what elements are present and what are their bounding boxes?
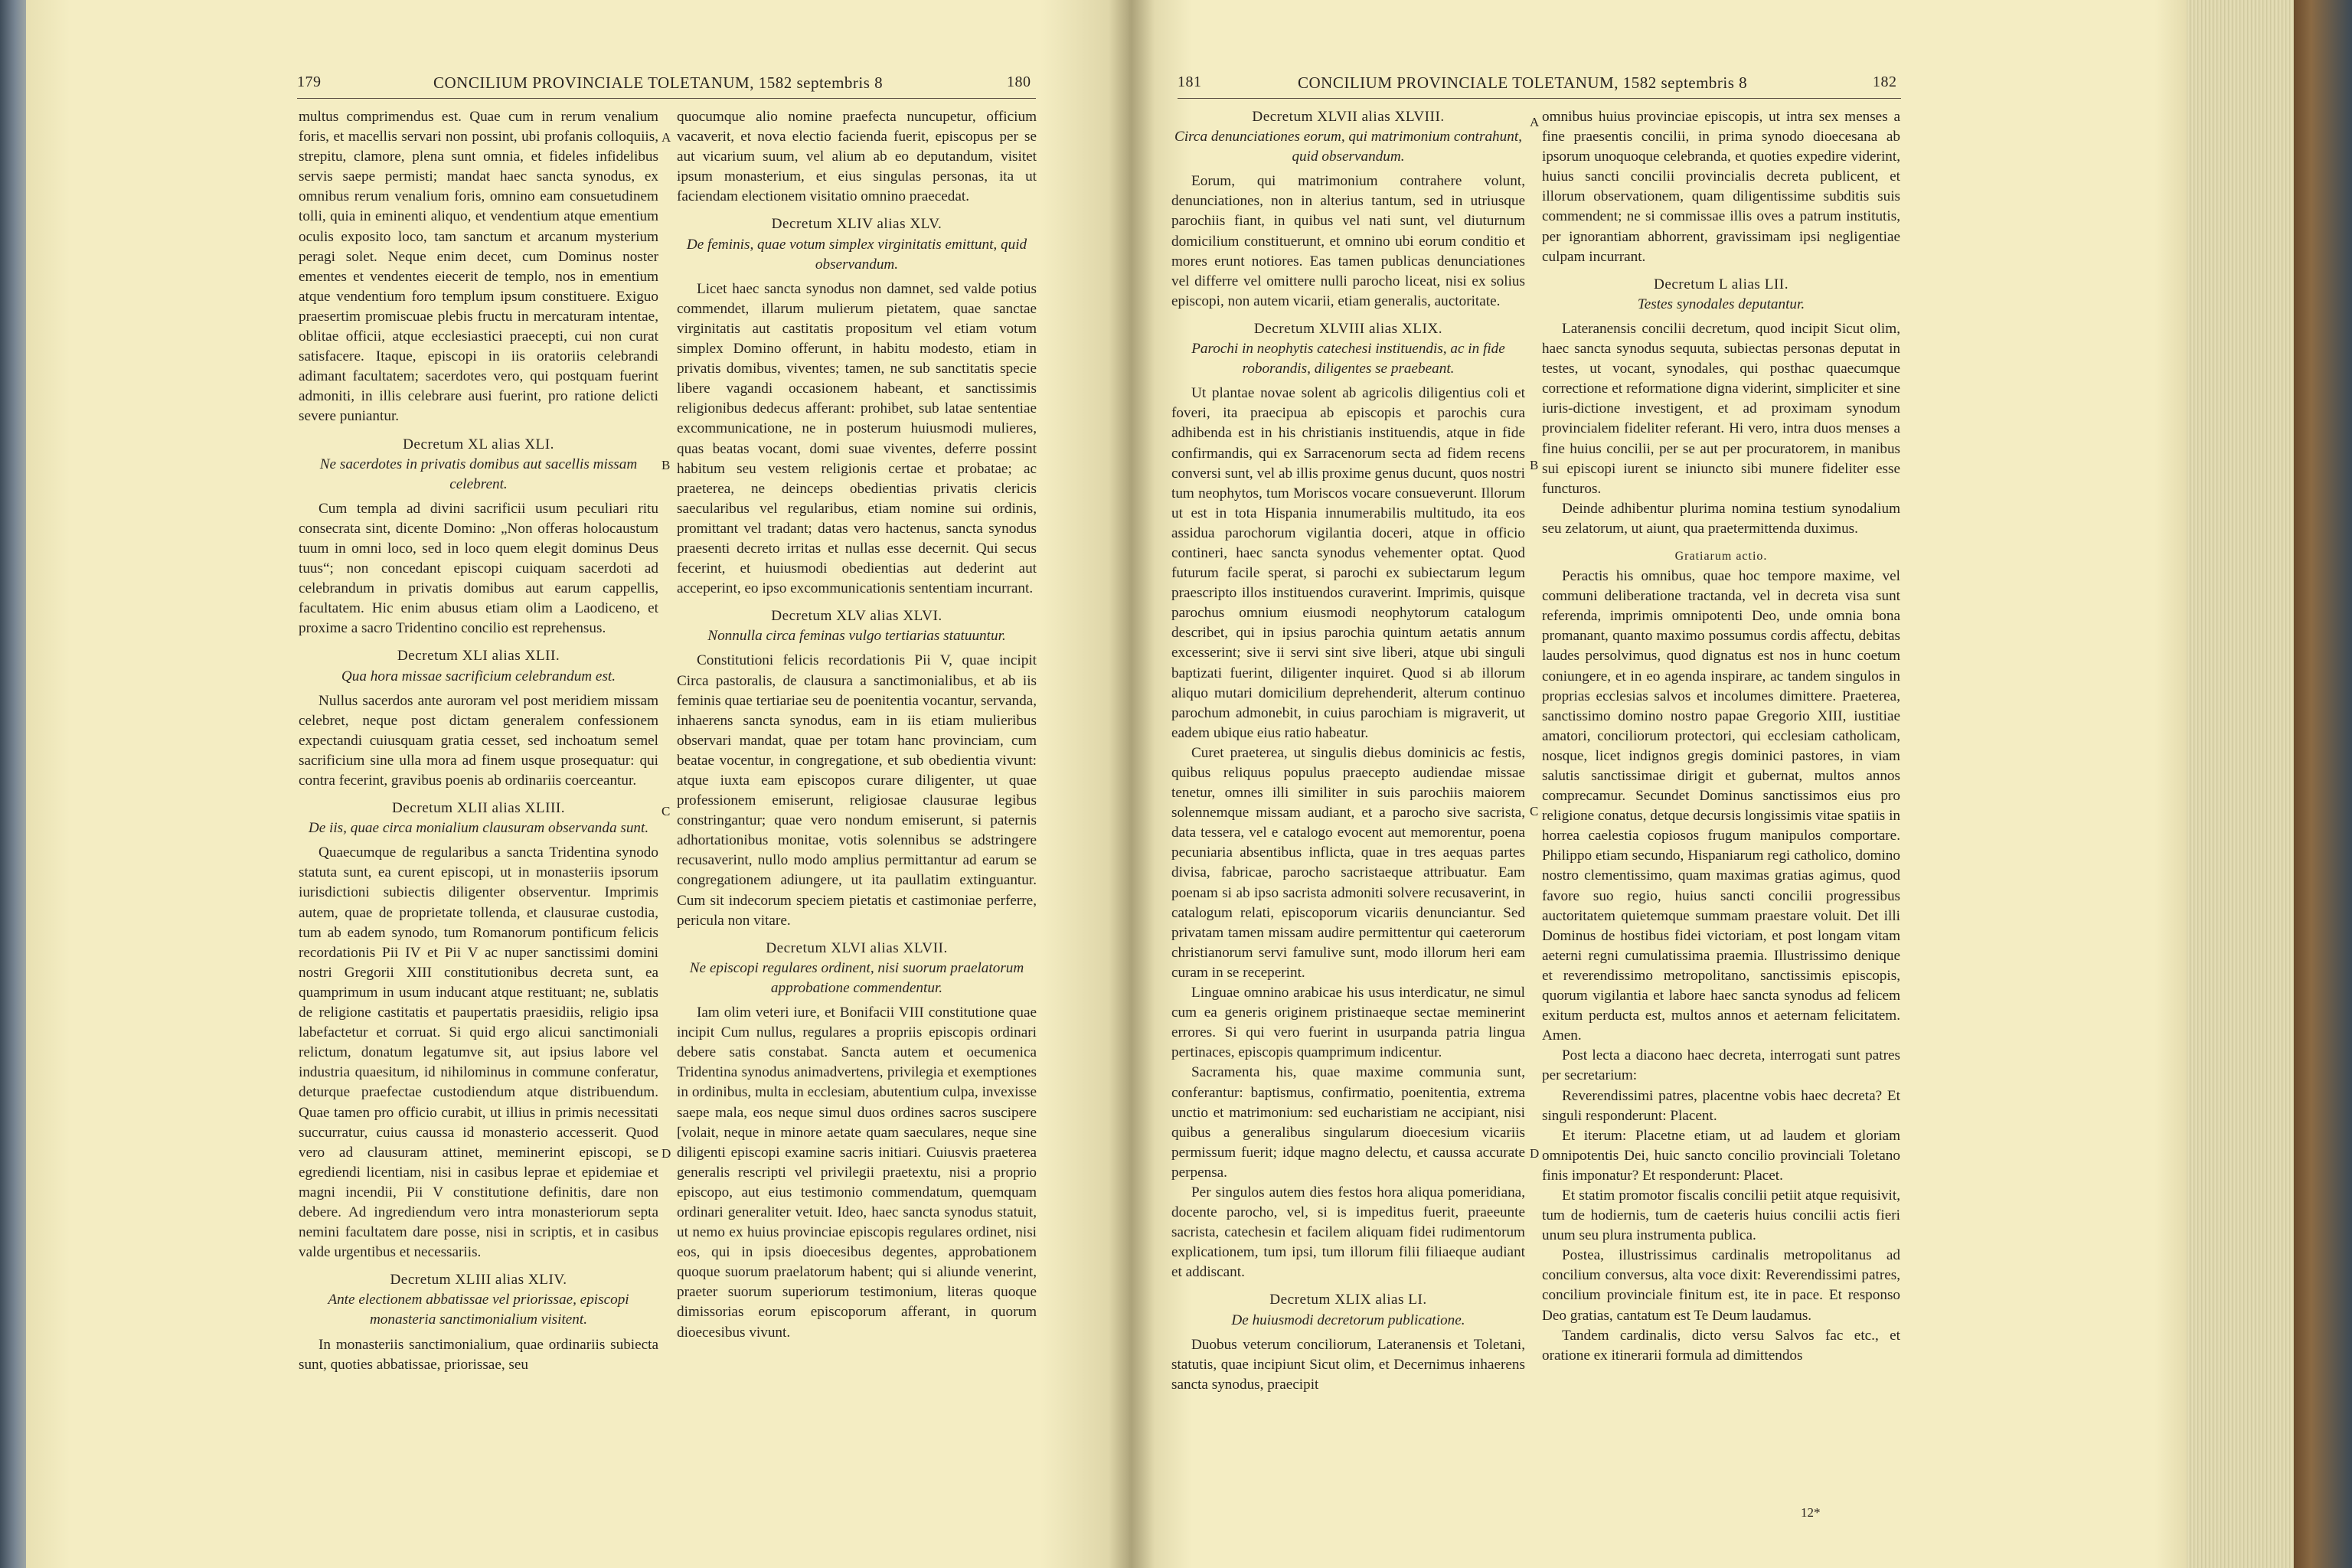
paragraph: Postea, illustrissimus cardinalis metropolitanus ad concilium conversus, alta voce dixit: Reverendissimi patres, concilium provinciale finitum est, ite in pace. Et responso Deo gratias, cantatum est Te Deum laudamus. — [1542, 1247, 1900, 1324]
decree-title: Testes synodales deputantur. — [1637, 296, 1805, 312]
right-header-rule — [1178, 98, 1901, 99]
page-number-180: 180 — [1007, 74, 1031, 90]
paragraph: Per singulos autem dies festos hora aliqua pomeridiana, docente parocho, vel, si is impeditus fuerit, praeeunte sacrista, catechesin et facilem aliquam fidei rudimentorum explicationem, tum ipsi, tum illorum filii filiaeque audiant et addiscant. — [1171, 1184, 1525, 1281]
book-gutter — [1109, 0, 1155, 1568]
margin-marker-a: A — [662, 130, 671, 145]
column-2 — [677, 107, 1037, 1343]
decree-title: Circa denunciationes eorum, qui matrimonium contrahunt, quid observandum. — [1174, 129, 1522, 165]
paragraph: Curet praeterea, ut singulis diebus dominicis ac festis, quibus reliquus populus praecepto audiendae missae tenetur, omnes illi similiter in suis parochiis maiorem solennemque missam audiant, et a parocho sive sacrista, data tessera, vel e catalogo evocent aut memorentur, poena pecuniaria absentibus inflicta, quae in tres aequas partes divisa, fabricae, parocho sacristaeque attribuatur. Eam poenam si ab ipso sacrista admoniti solvere recusaverint, in catalogum relati, episcoporum vicariis denunciantur. Sed privatam tamen missam audire permittentur qui caeterorum christianorum servi famulive sunt, modo illorum heri eam curam in se receperint. — [1171, 744, 1525, 981]
paragraph: Nullus sacerdos ante auroram vel post meridiem missam celebret, neque post dictam generalem confessionem expectandi cuiusquam gratia cesset, sed inchoatum semel sacrificium sine ulla mora ad finem usque prosequatur: qui contra fecerint, gravibus poenis ab ordinariis coerceantur. — [299, 692, 658, 789]
decree-title: De huiusmodi decretorum publicatione. — [1231, 1312, 1465, 1328]
paragraph: Lateranensis concilii decretum, quod incipit Sicut olim, haec sancta synodus sequuta, subiectas personas deputat in testes, ut vocant, synodales, qui posthac quaecumque correctione et reformatione digna viderint, simpliciter et sine iuris-dictione investigent, et ad proximam synodum provincialem fideliter referant. Hi vero, intra duos menses a fine huius concilii, per se aut per procuratorem, in manibus sui episcopi iurent se iniuncto sibi munere fideliter esse functuros. — [1542, 320, 1900, 497]
section-heading-gratiarum-actio: Gratiarum actio. — [1674, 549, 1768, 563]
paragraph: Peractis his omnibus, quae hoc tempore maxime, vel communi deliberatione tractanda, vel in decreta visa sunt referenda, imprimis omnipotenti Deo, unde omnia bona promanant, quanto maximo possumus cordis affectu, debitas laudes persolvimus, quod dignatus est nos in hunc coetum coniungere, et in eo agenda inspirare, ac tandem singulos in proprias ecclesias salvos et incolumes dimittere. Praeterea, sanctissimo domino nostro papae Gregorio XIII, iustitiae amatori, conciliorum protectori, qui ecclesiam catholicam, nosque, licet indignos gregis dominici pastores, in viam salutis sanctissimae dirigit et gubernat, multos annos comprecamur. Secundet Dominus sanctissimos eius pro religione conatus, detque decursis longissimis vitae spatiis in horrea caelestia copiosos frugum manipulos comportare. Philippo etiam secundo, Hispaniarum regi catholico, domino nostro clementissimo, quam maximas gratias agimus, quod favore suo regio, huius sancti concilii progressibus auctoritatem quietemque summam praestare voluit. Det illi Dominus de hostibus fidei victoriam, et post longam vitam aeterni regni cumulatissima praemia. Illustrissimo denique et reverendissimo metropolitano, sanctissimis episcopis, quorum vigilantia et labore haec sancta synodus ad felicem exitum perducta est, multos annos et aeternam felicitatem. Amen. — [1542, 568, 1900, 1044]
running-title-left: CONCILIUM PROVINCIALE TOLETANUM, 1582 septembris 8 — [433, 74, 884, 92]
decree-heading: Decretum XLVIII alias XLIX. — [1253, 320, 1443, 337]
paragraph: Cum templa ad divini sacrificii usum peculiari ritu consecrata sint, dicente Domino: „Non offeras holocaustum tuum in omni loco, sed in loco quem elegit dominus Deus tuus“; non concedant episcopi cuiquam sacerdoti ad celebrandum in privatis domibus aut earum cappellis, facultatem. Hic enim abusus etiam olim a Laodiceno, et proxime a sacro Tridentino concilio est reprehensus. — [299, 500, 658, 637]
decree-heading: Decretum XL alias XLI. — [403, 436, 554, 452]
decree-heading: Decretum XLVII alias XLVIII. — [1252, 109, 1445, 125]
margin-marker-b: B — [662, 458, 671, 472]
paragraph: Tandem cardinalis, dicto versu Salvos fac etc., et oratione ex itinerarii formula ad dimittendos — [1542, 1327, 1900, 1364]
paragraph: Et statim promotor fiscalis concilii petiit atque requisivit, tum de hodiernis, tum de caeteris huius concilii actis fieri unum seu plura instrumenta publica. — [1542, 1187, 1900, 1244]
running-title-right: CONCILIUM PROVINCIALE TOLETANUM, 1582 septembris 8 — [1298, 74, 1748, 92]
paragraph: Constitutioni felicis recordationis Pii V, quae incipit Circa pastoralis, de clausura a sanctimonialibus, et ab iis feminis quae tertiariae seu de poenitentia vocantur, servanda, inhaerens sancta synodus, eam in iis etiam mulieribus observari mandat, quae per totam hanc provinciam, cum beatae vocentur, in congregatione, et sub obedientia vivunt: atque iuxta eam episcopos curare diligenter, ut quae professionem emiserunt, religiosae clausurae legibus constringantur; quae vero nondum emiserunt, si paternis adhortationibus monitae, votis solennibus se adstringere recusaverint, nullo modo amplius permittantur ad earum se congregationem adiungere, ut ita paullatim extinguantur. Cum sit indecorum speciem pietatis et castimoniae perferre, pericula non vitare. — [677, 652, 1037, 929]
decree-heading: Decretum XLV alias XLVI. — [771, 608, 942, 625]
decree-title: Nonnulla circa feminas vulgo tertiarias statuuntur. — [707, 628, 1006, 645]
paragraph: Deinde adhibentur plurima nomina testium synodalium seu zelatorum, ut aiunt, qua praetermittenda duximus. — [1542, 500, 1900, 537]
decree-title: Ne episcopi regulares ordinent, nisi suorum praelatorum approbatione commendentur. — [689, 959, 1024, 996]
paragraph: Sacramenta his, quae maxime communia sunt, conferantur: baptismus, confirmatio, poenitentia, extrema unctio et matrimonium: sed eucharistiam ne accipiant, nisi quibus a generalibus singularum dioecesium vicariis permissum fuerit; idque magno delectu, et caussa accurate perpensa. — [1171, 1064, 1525, 1181]
paragraph: Ut plantae novae solent ab agricolis diligentius coli et foveri, ita praecipua ab episcopis et parochis cura adhibenda est in his christianis instituendis, atque in fide confirmandis, qui ex Sarracenorum secta ad fidem recens conversi sunt, vel ab illis proxime genus ducunt, quos nostri tum neophytos, tum Moriscos vocare consueverunt. Illorum ut est in tota Hispania innumerabilis multitudo, ita eos assidua parochorum vigilantia doceri, atque in officio contineri, haec sancta synodus vehementer optat. Quod futurum facile sperat, si parochi ex subiectarum legum praescripto illos instituendos curaverint. Imprimis, quisque parochus omnium eiusmodi neophytorum catalogum describet, qui in ipsius parochia quintum aetatis annum excesserint; sive ii servi sint sive liberi, atque ubi singuli baptizati fuerint, diligenter inquiret. Quod si ab illorum aliquo mutari domicilium deprehenderit, alterum continuo parochum admonebit, in cuius parochiam is migraverit, ut eadem ubique eius ratio habeatur. — [1171, 385, 1525, 741]
book-edge-left — [0, 0, 26, 1568]
paragraph: omnibus huius provinciae episcopis, ut intra sex menses a fine praesentis concilii, in prima synodo dioecesana ab ipsorum unoquoque celebranda, et quoties expedire viderint, huius sancti concilii provincialis decreta publicent, et illorum observationem, quam diligentissime subditis suis commendent; ne si commissae illis oves a patrum institutis, per ignorantiam abhorrent, gravissimam ipsi negligentiae culpam incurrant. — [1542, 109, 1900, 265]
decree-title: Ne sacerdotes in privatis domibus aut sacellis missam celebrent. — [319, 456, 638, 492]
page-number-182: 182 — [1873, 74, 1897, 90]
page-stack — [2187, 0, 2294, 1568]
decree-heading: Decretum XLII alias XLIII. — [391, 800, 566, 817]
decree-heading: Decretum XLI alias XLII. — [397, 648, 560, 665]
paragraph: Reverendissimi patres, placentne vobis haec decreta? Et singuli responderunt: Placent. — [1542, 1087, 1900, 1124]
paragraph: Linguae omnino arabicae his usus interdicatur, ne simul cum ea generis originem pristinaeque sectae meminerint errores. Si qui vero fuerint in usurpanda patria lingua pertinaces, episcopis quamprimum indicentur. — [1171, 985, 1525, 1061]
decree-heading: Decretum XLVI alias XLVII. — [766, 939, 948, 956]
margin-marker-d: D — [1530, 1146, 1540, 1161]
paragraph: Duobus veterum conciliorum, Lateranensis et Toletani, statutis, quae incipiunt Sicut olim, et Decernimus inhaerens sancta synodus, praecipit — [1171, 1336, 1525, 1393]
signature-mark: 12* — [1801, 1505, 1821, 1520]
decree-title: Qua hora missae sacrificium celebrandum est. — [341, 668, 616, 684]
paragraph: Post lecta a diacono haec decreta, interrogati sunt patres per secretarium: — [1542, 1047, 1900, 1084]
paragraph: Iam olim veteri iure, et Bonifacii VIII constitutione quae incipit Cum nullus, regulares a propriis episcopis ordinari debere satis constabat. Sancta autem et oecumenica Tridentina synodus animadvertens, privilegia et exemptiones in ordinibus, multa in ecclesiam, abutentium culpa, invexisse saepe mala, eos neque simul duos ordines sacros suscipere [volait, neque in minore aetate quam saeculares, neque sine diligenti episcopi examine sacris initiari. Cuiusvis praeterea generalis rescripti vel privilegii praetextu, nisi a proprio episcopo, aut eius testimonio commendatum, quemquam ordinari generaliter vetuit. Ideo, haec sancta synodus statuit, ut nemo ex huius provinciae episcopis regulares ordinet, nisi eos, qui in ipsis dioecesibus degentes, approbationem quoque suorum praelatorum habent; qui si aliunde venerint, praeter suorum superiorum testimonium, literas quoque dimissorias eorum episcoporum afferant, in quorum dioecesibus vivunt. — [677, 1004, 1037, 1341]
book-cover-edge — [2294, 0, 2352, 1568]
paragraph: Eorum, qui matrimonium contrahere volunt, denunciationes, non in alterius tantum, sed in utriusque parochiis fiant, in quibus vel nati sunt, vel diuturnum domicilium constituerunt, et omnino ubi eorum conditio et mores erunt notiores. Eas tamen publicas denunciationes vel differre vel omittere nulli parocho liceat, nisi ex solius episcopi, non autem vicarii, etiam generalis, auctoritate. — [1171, 173, 1525, 309]
paragraph: Licet haec sancta synodus non damnet, sed valde potius commendet, illarum mulierum pietatem, quae sanctae virginitatis aut castitatis propositum vel etiam votum simplex Domino offerunt, in habitu modesto, etiam in privatis domibus, viventes; tamen, ne sub sanctitatis specie libere vagandi occasionem habeant, et sanctissimis religionibus dedecus afferant: prohibet, sub latae sententiae excommunicatione, ne in posterum huiusmodi mulieres, quas beatas vocant, domi suae viventes, deferre possint habitum seu vestem religionis certae et probatae; ac praeterea, ne deinceps obedientias privatis clericis saecularibus vel regularibus, etiam nomine sui ordinis, promittant vel tradant; datas vero hactenus, sancta synodus praesenti decreto irritas et nullas esse decernit. Qui secus fecerint, et huiusmodi obedientias aut dederint aut acceperint, eo ipso excommunicationis sententiam incurrant. — [677, 280, 1037, 597]
decree-heading: Decretum XLIII alias XLIV. — [390, 1272, 567, 1289]
paragraph: quocumque alio nomine praefecta nuncupetur, officium vacaverit, et nova electio facienda fuerit, episcopus per se aut vicarium suum, vel alium ab eo deputandum, visitet ipsum monasterium, et eius singulas personas, ita ut faciendam electionem visitatio omnino praecedat. — [677, 109, 1037, 205]
margin-marker-d: D — [662, 1146, 671, 1161]
decree-title: Ante electionem abbatissae vel priorissae, episcopi monasteria sanctimonialium visitent. — [328, 1292, 629, 1328]
decree-title: Parochi in neophytis catechesi instituendis, ac in fide roborandis, diligentes se praebeant. — [1191, 341, 1505, 377]
margin-marker-a: A — [1530, 115, 1540, 129]
left-header-rule — [297, 98, 1036, 99]
column-4 — [1542, 107, 1900, 1366]
margin-marker-c: C — [1530, 804, 1539, 818]
page-number-179: 179 — [297, 74, 322, 90]
decree-title: De feminis, quae votum simplex virginitatis emittunt, quid observandum. — [686, 236, 1027, 273]
margin-marker-c: C — [662, 804, 671, 818]
paragraph: In monasteriis sanctimonialium, quae ordinariis subiecta sunt, quoties abbatissae, priorissae, seu — [299, 1336, 658, 1373]
column-3 — [1171, 107, 1525, 1395]
margin-marker-b: B — [1530, 458, 1539, 472]
paragraph: Quaecumque de regularibus a sancta Tridentina synodo statuta sunt, ea curent episcopi, ut in monasteriis ipsorum iurisdictioni subiectis diligenter observentur. Imprimis autem, quae de proprietate tollenda, et clausurae custodia, tum ab eadem synodo, tum Romanorum pontificum felicis recordationis Pii IV et Pii V ac nuper sanctissimi domini nostri Gregorii XIII constitutionibus decreta sunt, ea quamprimum in usum inducant atque restituant; ne, sublatis de religione castitatis et paupertatis praesidiis, religio ipsa labefactetur et corruat. Si quid ergo alicui sanctimoniali relictum, donatum legatumve sit, aut ipsius labore vel industria quaesitum, id nihilominus in commune conferatur, deturque praefectae custodiendum atque distribuendum. Quae tamen pro officio curabit, ut illius in primis necessitati succurratur, cuius caussa id monasterio accesserit. Quod vero ad clausuram attinet, meminerint episcopi, se egrediendi licentiam, nisi in casibus leprae et epidemiae et magni incendii, Pii V constitutione definitis, dare non debere. Ad ingrediendum vero intra monasteriorum septa nemini facultatem dare posse, nisi in scriptis, et in casibus valde urgentibus et necessariis. — [299, 844, 658, 1261]
decree-heading: Decretum XLIV alias XLV. — [771, 216, 942, 233]
decree-title: De iis, quae circa monialium clausuram observanda sunt. — [308, 820, 649, 837]
decree-heading: Decretum XLIX alias LI. — [1269, 1292, 1427, 1308]
paragraph: multus comprimendus est. Quae cum in rerum venalium foris, et macellis servari non possint, ubi profanis colloquiis, strepitu, clamore, plena sunt omnia, et fideles infidelibus servis saepe permisti; mandat haec sancta synodus, ex omnibus rerum venalium foris, omnino eam consuetudinem tolli, quia in eminenti aliquo, et vendentium atque ementium oculis exposito loco, tam sanctum et arcanum mysterium peragi solet. Neque enim decet, cum Dominus noster ementes et vendentes eiecerit de templo, nos in ementium atque vendentium foro templum ipsum constituere. Exiguo praesertim promiscuae plebis fructu in mercaturam intentae, oblitae officii, atque ecclesiastici praecepti, cui non curat satisfacere. Itaque, episcopi in iis oratoriis celebrandi adimant facultatem; sacerdotes vero, qui postquam fuerint admoniti, in illis celebrare ausi fuerint, pro ratione delicti severe puniantur. — [299, 109, 658, 425]
column-1 — [299, 107, 658, 1375]
paragraph: Et iterum: Placetne etiam, ut ad laudem et gloriam omnipotentis Dei, huic sancto concilio provinciali Toletano finis imponatur? Et responderunt: Placet. — [1542, 1127, 1900, 1184]
decree-heading: Decretum L alias LII. — [1653, 276, 1788, 292]
page-number-181: 181 — [1178, 74, 1202, 90]
